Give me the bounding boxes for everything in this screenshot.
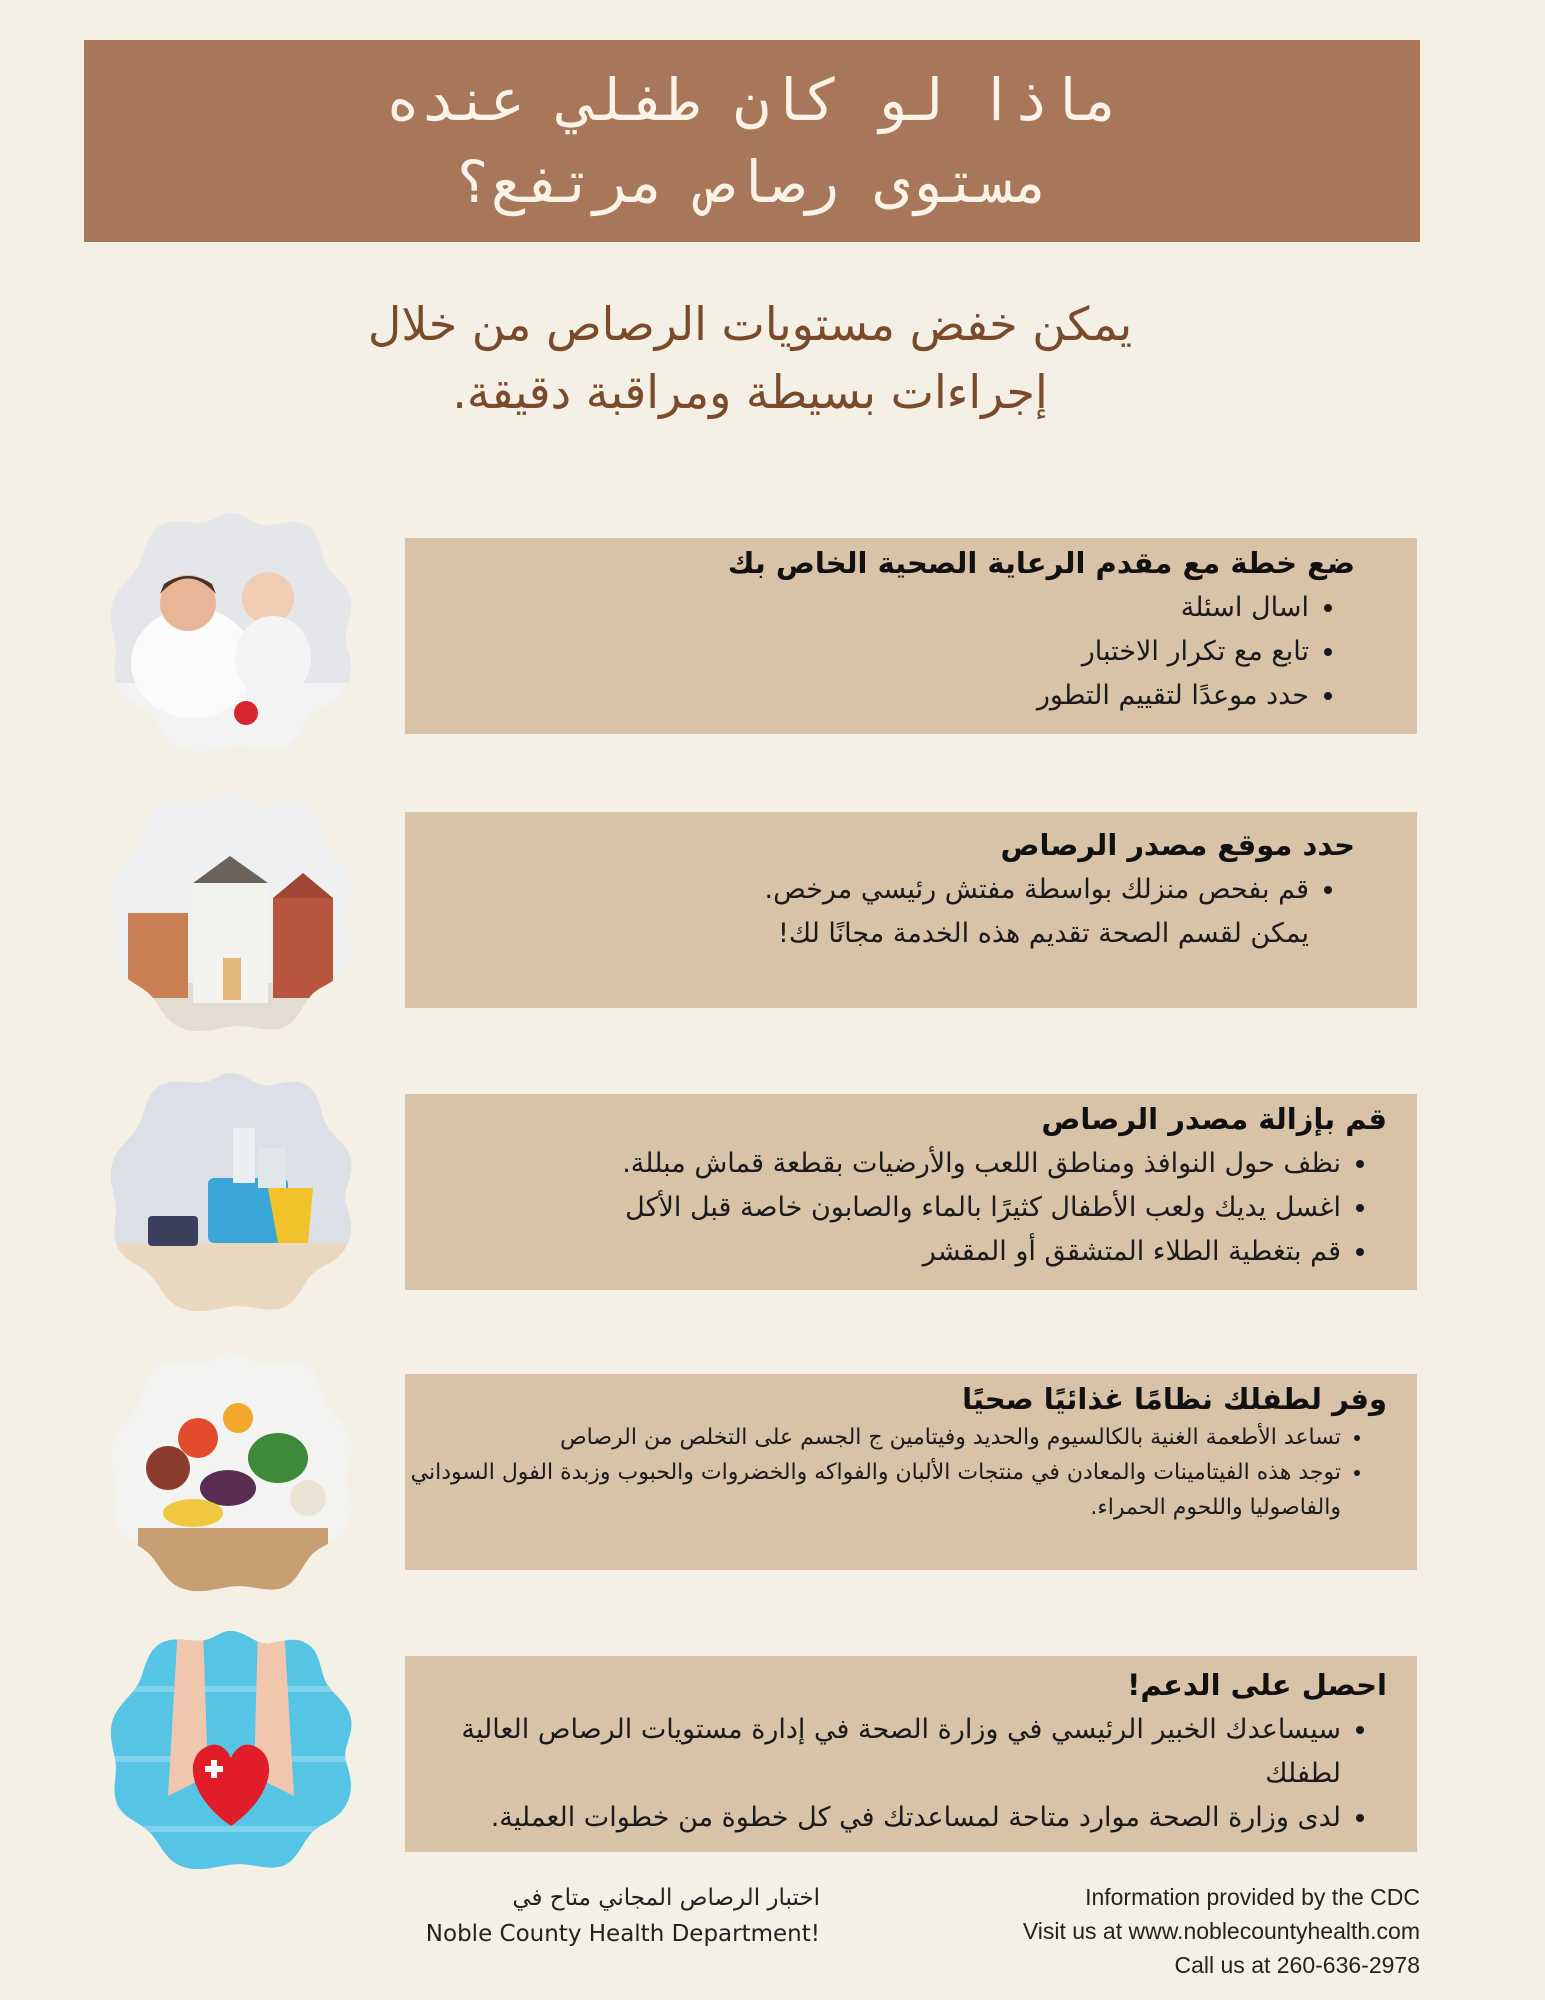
vegetables-bag-photo xyxy=(108,1348,354,1594)
subtitle-line-2: إجراءات بسيطة ومراقبة دقيقة. xyxy=(452,365,1048,419)
list-item: • قم بفحص منزلك بواسطة مفتش رئيسي مرخص. xyxy=(405,868,1309,912)
section-card-remove xyxy=(405,1094,1417,1290)
list-item: • اسال اسئلة xyxy=(405,586,1309,630)
list-item: • نظف حول النوافذ ومناطق اللعب والأرضيات بقطعة قماش مبللة. xyxy=(405,1142,1341,1186)
section-card-diet xyxy=(405,1374,1417,1570)
list-item: • قم بتغطية الطلاء المتشقق أو المقشر xyxy=(405,1230,1341,1274)
section-heading: قم بإزالة مصدر الرصاص xyxy=(1041,1102,1387,1136)
list-item: • حدد موعدًا لتقييم التطور xyxy=(405,674,1309,718)
section-list xyxy=(405,1142,1387,1274)
footer-free-testing xyxy=(380,1880,820,1952)
list-item: • لدى وزارة الصحة موارد متاحة لمساعدتك في كل خطوة من خطوات العملية. xyxy=(405,1796,1341,1840)
section-note: يمكن لقسم الصحة تقديم هذه الخدمة مجانًا لك! xyxy=(778,918,1309,949)
section-heading: حدد موقع مصدر الرصاص xyxy=(1000,828,1355,862)
list-item: • تساعد الأطعمة الغنية بالكالسيوم والحديد وفيتامين ج الجسم على التخلص من الرصاص xyxy=(405,1420,1341,1455)
section-list xyxy=(405,1420,1387,1525)
section-list xyxy=(405,586,1355,718)
section-list xyxy=(405,868,1355,912)
cleaning-supplies-photo xyxy=(108,1068,354,1314)
subtitle xyxy=(200,290,1300,426)
section-heading: ضع خطة مع مقدم الرعاية الصحية الخاص بك xyxy=(727,546,1355,580)
title-banner xyxy=(84,40,1420,242)
title-line-1: ماذا لو كان طفلي عنده xyxy=(385,66,1119,134)
footer-contact xyxy=(860,1880,1420,1982)
subtitle-line-1: يمكن خفض مستويات الرصاص من خلال xyxy=(367,297,1133,351)
footer-website: Visit us at www.noblecountyhealth.com xyxy=(1022,1918,1420,1944)
list-item: • تابع مع تكرار الاختبار xyxy=(405,630,1309,674)
section-heading: وفر لطفلك نظامًا غذائيًا صحيًا xyxy=(962,1382,1387,1416)
list-item: • اغسل يديك ولعب الأطفال كثيرًا بالماء والصابون خاصة قبل الأكل xyxy=(405,1186,1341,1230)
section-card-plan xyxy=(405,538,1417,734)
list-item: • توجد هذه الفيتامينات والمعادن في منتجات الألبان والفواكه والخضروات والحبوب وزبدة الفول السوداني والفاصوليا واللحوم الحمراء. xyxy=(405,1455,1341,1525)
footer-left-line-2: Noble County Health Department! xyxy=(425,1921,820,1947)
doctor-with-baby-photo xyxy=(108,508,354,754)
hands-holding-heart-photo xyxy=(108,1626,354,1872)
section-card-support xyxy=(405,1656,1417,1852)
list-item: • سيساعدك الخبير الرئيسي في وزارة الصحة في إدارة مستويات الرصاص العالية لطفلك xyxy=(405,1708,1341,1796)
section-heading: احصل على الدعم! xyxy=(1127,1668,1387,1702)
footer-phone: Call us at 260-636-2978 xyxy=(1174,1952,1420,1978)
footer-left-line-1: اختبار الرصاص المجاني متاح في xyxy=(512,1885,820,1911)
footer-source: Information provided by the CDC xyxy=(1085,1884,1420,1910)
wooden-houses-photo xyxy=(108,788,354,1034)
section-card-locate xyxy=(405,812,1417,1008)
title-line-2: مستوى رصاص مرتفع؟ xyxy=(455,148,1049,216)
section-list xyxy=(405,1708,1387,1840)
